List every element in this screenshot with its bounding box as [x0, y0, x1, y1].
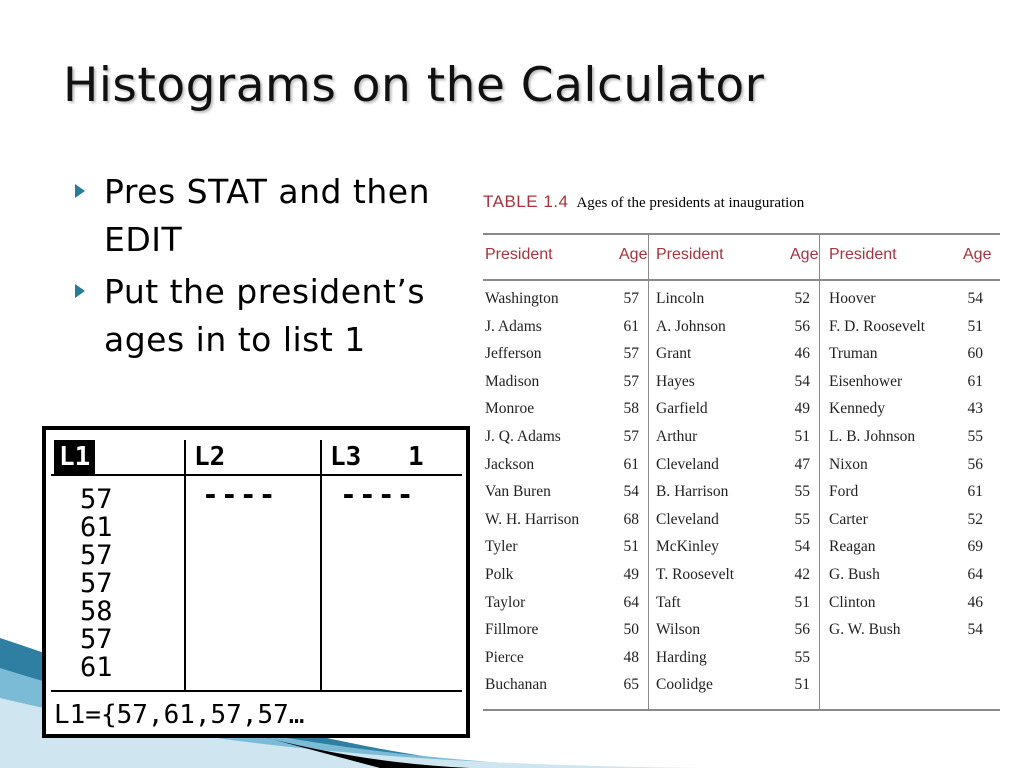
table-header-president: President: [485, 246, 553, 263]
table-cell-president: G. W. Bush: [829, 621, 901, 639]
table-cell-president: Lincoln: [656, 290, 705, 307]
table-cell-president: Washington: [485, 290, 559, 307]
calc-list-header-l2[interactable]: L2: [194, 442, 226, 472]
calc-list-index: 1: [408, 442, 424, 472]
table-cell-age: 51: [794, 427, 810, 445]
calc-header-divider: [51, 474, 462, 476]
table-cell-age: 60: [967, 345, 983, 363]
table-cell-age: 61: [967, 483, 983, 501]
table-cell-president: Wilson: [656, 621, 701, 639]
table-cell-age: 50: [623, 621, 639, 639]
table-header-rule: [483, 279, 1000, 281]
table-header-age: Age: [963, 246, 992, 263]
table-cell-age: 58: [623, 400, 639, 418]
table-cell-age: 51: [967, 317, 983, 335]
table-cell-president: Hayes: [656, 372, 695, 390]
table-cell-age: 43: [967, 400, 983, 418]
table-cell-president: Jackson: [485, 455, 535, 473]
table-top-rule: [483, 233, 1000, 235]
calculator-screen: [42, 426, 470, 738]
table-cell-age: 69: [967, 538, 983, 556]
bullet-arrow-icon: [75, 184, 85, 198]
table-cell-president: Coolidge: [656, 676, 713, 694]
table-cell-president: B. Harrison: [656, 483, 729, 501]
table-cell-age: 56: [967, 455, 983, 473]
table-column-ages: [782, 290, 810, 704]
table-cell-age: 54: [623, 483, 639, 501]
table-cell-president: Tyler: [485, 538, 518, 556]
table-cell-president: Cleveland: [656, 510, 719, 528]
table-cell-age: 42: [794, 565, 810, 583]
table-cell-age: 61: [623, 317, 639, 335]
table-cell-age: 55: [794, 510, 810, 528]
table-cell-age: 52: [967, 510, 983, 528]
table-cell-president: Van Buren: [485, 483, 551, 501]
table-cell-president: Taylor: [485, 593, 526, 611]
table-cell-president: Nixon: [829, 455, 868, 473]
table-column-ages: [611, 290, 639, 704]
table-cell-president: J. Q. Adams: [485, 427, 561, 445]
bullet-item: [75, 268, 495, 364]
table-cell-age: 57: [623, 427, 639, 445]
table-cell-age: 55: [794, 483, 810, 501]
table-cell-president: Truman: [829, 345, 878, 363]
table-cell-president: Pierce: [485, 648, 524, 666]
table-cell-president: F. D. Roosevelt: [829, 317, 926, 335]
table-cell-age: 46: [794, 345, 810, 363]
table-cell-age: 55: [967, 427, 983, 445]
table-cell-president: Grant: [656, 345, 692, 363]
table-cell-president: Harding: [656, 648, 707, 666]
table-bottom-rule: [483, 709, 1000, 711]
bullet-text: Pres STAT and then EDIT: [104, 172, 430, 259]
table-cell-president: Kennedy: [829, 400, 885, 418]
calc-l1-value[interactable]: 57: [80, 624, 113, 655]
table-cell-age: 47: [794, 455, 810, 473]
table-cell-president: Eisenhower: [829, 372, 903, 390]
table-cell-age: 54: [967, 290, 983, 307]
table-cell-age: 55: [794, 648, 810, 666]
table-column-presidents: [485, 290, 595, 704]
table-column-divider: [819, 235, 820, 709]
table-cell-age: 54: [794, 372, 810, 390]
slide-title: Histograms on the Calculator: [63, 58, 765, 113]
table-cell-president: Buchanan: [485, 676, 547, 694]
bullet-text: Put the president’s ages in to list 1: [104, 272, 426, 359]
calc-empty-dashes-l2: ----: [202, 478, 278, 511]
calc-l1-value[interactable]: 57: [80, 484, 113, 515]
table-cell-president: J. Adams: [485, 317, 542, 335]
table-cell-age: 54: [967, 621, 983, 639]
table-cell-president: Arthur: [656, 427, 698, 445]
table-cell-president: Ford: [829, 483, 859, 501]
calc-l1-value[interactable]: 57: [80, 568, 113, 599]
table-column-presidents: [829, 290, 949, 649]
table-cell-age: 54: [794, 538, 810, 556]
table-cell-age: 51: [623, 538, 639, 556]
table-cell-president: Clinton: [829, 593, 876, 611]
table-cell-age: 51: [794, 593, 810, 611]
table-cell-age: 46: [967, 593, 983, 611]
calc-column-divider: [184, 440, 186, 690]
table-cell-president: Taft: [656, 593, 681, 611]
table-cell-age: 51: [794, 676, 810, 694]
table-cell-age: 56: [794, 621, 810, 639]
table-column-divider: [648, 235, 649, 709]
calc-column-divider: [320, 440, 322, 690]
calc-list-header-l1[interactable]: L1: [54, 440, 95, 474]
table-cell-age: 57: [623, 345, 639, 363]
table-cell-age: 64: [623, 593, 639, 611]
president-ages-table: [483, 192, 1000, 694]
calc-footer-divider: [51, 690, 462, 692]
bullet-list: [75, 168, 495, 368]
table-cell-age: 57: [623, 372, 639, 390]
table-cell-president: Reagan: [829, 538, 876, 556]
table-cell-age: 64: [967, 565, 983, 583]
calc-l1-values: [80, 486, 113, 682]
table-cell-age: 68: [623, 510, 639, 528]
table-header-age: Age: [790, 246, 819, 263]
table-header-age: Age: [619, 246, 648, 263]
calc-l1-value[interactable]: 58: [80, 596, 113, 627]
table-cell-president: Polk: [485, 565, 514, 583]
table-caption-text: Ages of the presidents at inauguration: [576, 195, 805, 211]
table-cell-age: 61: [623, 455, 639, 473]
table-cell-age: 56: [794, 317, 810, 335]
table-cell-president: W. H. Harrison: [485, 510, 580, 528]
table-cell-president: Carter: [829, 510, 868, 528]
table-cell-age: 65: [623, 676, 639, 694]
bullet-item: [75, 168, 495, 264]
table-cell-president: A. Johnson: [656, 317, 726, 335]
table-cell-age: 49: [794, 400, 810, 418]
table-cell-president: McKinley: [656, 538, 719, 556]
table-cell-president: Monroe: [485, 400, 535, 418]
table-cell-president: G. Bush: [829, 565, 880, 583]
table-cell-age: 49: [623, 565, 639, 583]
table-cell-president: Fillmore: [485, 621, 539, 639]
table-header-president: President: [829, 246, 897, 263]
table-caption: [483, 192, 1000, 212]
calc-status-line: L1={57,61,57,57…: [54, 700, 305, 730]
calc-l1-value[interactable]: 57: [80, 540, 113, 571]
table-cell-president: L. B. Johnson: [829, 427, 916, 445]
table-cell-age: 52: [794, 290, 810, 307]
table-cell-president: Cleveland: [656, 455, 719, 473]
table-column-ages: [955, 290, 983, 649]
table-cell-president: Hoover: [829, 290, 876, 307]
table-cell-age: 48: [623, 648, 639, 666]
bullet-arrow-icon: [75, 284, 85, 298]
calc-l1-value[interactable]: 61: [80, 512, 113, 543]
table-header-president: President: [656, 246, 724, 263]
table-label: TABLE 1.4: [483, 192, 569, 211]
calc-l1-value[interactable]: 61: [80, 652, 113, 683]
table-cell-president: T. Roosevelt: [656, 565, 735, 583]
table-cell-president: Madison: [485, 372, 540, 390]
calc-empty-dashes-l3: ----: [340, 478, 416, 511]
table-column-presidents: [656, 290, 766, 704]
table-cell-age: 57: [623, 290, 639, 307]
calc-list-header-l3[interactable]: L3: [330, 442, 362, 472]
table-cell-age: 61: [967, 372, 983, 390]
table-cell-president: Garfield: [656, 400, 708, 418]
table-cell-president: Jefferson: [485, 345, 542, 363]
